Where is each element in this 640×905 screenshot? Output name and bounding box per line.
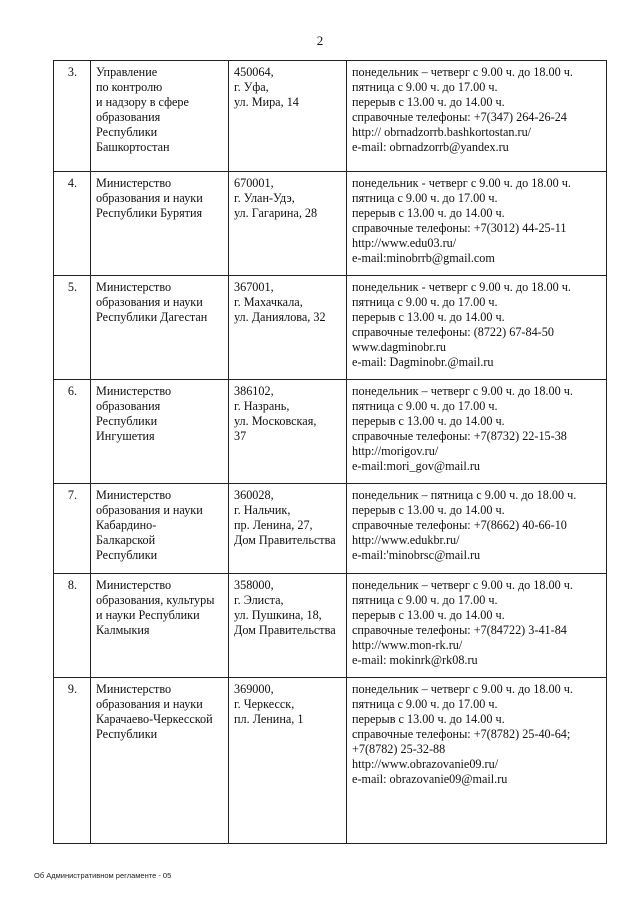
organization-name-line: Республики xyxy=(96,125,158,139)
postal-address-line: 358000, xyxy=(234,578,274,592)
schedule-contacts-line: понедельник – четверг с 9.00 ч. до 18.00 ч. xyxy=(352,682,573,696)
postal-address-line: пл. Ленина, 1 xyxy=(234,712,304,726)
schedule-contacts-line: e-mail:mori_gov@mail.ru xyxy=(352,459,480,473)
postal-address-line: пр. Ленина, 27, xyxy=(234,518,313,532)
organization-name-line: образования и науки xyxy=(96,503,203,517)
schedule-contacts-line: http://www.edu03.ru/ xyxy=(352,236,457,250)
row-number: 8. xyxy=(54,574,91,678)
organization-name-line: и науки Республики xyxy=(96,608,200,622)
postal-address-line: г. Уфа, xyxy=(234,80,269,94)
schedule-contacts-line: пятница с 9.00 ч. до 17.00 ч. xyxy=(352,295,498,309)
schedule-contacts-line: пятница с 9.00 ч. до 17.00 ч. xyxy=(352,697,498,711)
table-row xyxy=(54,574,607,678)
postal-address-line: Дом Правительства xyxy=(234,623,336,637)
organization-name-line: Министерство xyxy=(96,176,172,190)
organization-name-line: Карачаево-Черкесской xyxy=(96,712,213,726)
postal-address xyxy=(229,172,347,276)
organization-name-line: образования и науки xyxy=(96,191,203,205)
schedule-contacts-line: http://morigov.ru/ xyxy=(352,444,439,458)
schedule-contacts-line: перерыв с 13.00 ч. до 14.00 ч. xyxy=(352,310,505,324)
table-row xyxy=(54,172,607,276)
postal-address xyxy=(229,574,347,678)
schedule-contacts-line: http://www.edukbr.ru/ xyxy=(352,533,460,547)
postal-address-line: г. Назрань, xyxy=(234,399,290,413)
schedule-contacts-line: справочные телефоны: (8722) 67-84-50 xyxy=(352,325,554,339)
schedule-contacts xyxy=(347,574,607,678)
organization-name-line: Министерство xyxy=(96,682,172,696)
postal-address-line: 37 xyxy=(234,429,247,443)
schedule-contacts-line: понедельник – четверг с 9.00 ч. до 18.00 ч. xyxy=(352,65,573,79)
schedule-contacts xyxy=(347,172,607,276)
schedule-contacts-line: перерыв с 13.00 ч. до 14.00 ч. xyxy=(352,95,505,109)
schedule-contacts-line: e-mail: mokinrk@rk08.ru xyxy=(352,653,478,667)
organization-name-line: Управление xyxy=(96,65,158,79)
organization-name-line: Республики xyxy=(96,548,158,562)
organization-name-line: Калмыкия xyxy=(96,623,150,637)
schedule-contacts-line: e-mail: obrazovanie09@mail.ru xyxy=(352,772,508,786)
organization-name-line: Республики xyxy=(96,414,158,428)
postal-address-line: г. Элиста, xyxy=(234,593,284,607)
organization-name-line: Министерство xyxy=(96,384,172,398)
schedule-contacts-line: перерыв с 13.00 ч. до 14.00 ч. xyxy=(352,608,505,622)
organization-name xyxy=(91,380,229,484)
schedule-contacts-line: перерыв с 13.00 ч. до 14.00 ч. xyxy=(352,503,505,517)
schedule-contacts-line: справочные телефоны: +7(8732) 22-15-38 xyxy=(352,429,567,443)
organization-name-line: Башкортостан xyxy=(96,140,170,154)
postal-address xyxy=(229,276,347,380)
document-footer: Об Административном регламенте - 05 xyxy=(34,871,172,880)
postal-address-line: г. Махачкала, xyxy=(234,295,303,309)
postal-address-line: 450064, xyxy=(234,65,274,79)
schedule-contacts-line: понедельник - четверг с 9.00 ч. до 18.00 ч. xyxy=(352,176,571,190)
postal-address-line: г. Нальчик, xyxy=(234,503,291,517)
organization-name-line: по контролю xyxy=(96,80,163,94)
schedule-contacts xyxy=(347,678,607,844)
postal-address xyxy=(229,484,347,574)
postal-address xyxy=(229,678,347,844)
postal-address-line: ул. Гагарина, 28 xyxy=(234,206,318,220)
schedule-contacts xyxy=(347,380,607,484)
schedule-contacts-line: перерыв с 13.00 ч. до 14.00 ч. xyxy=(352,712,505,726)
postal-address-line: ул. Мира, 14 xyxy=(234,95,299,109)
schedule-contacts-line: e-mail:minobrrb@gmail.com xyxy=(352,251,495,265)
table-row xyxy=(54,484,607,574)
organization-name-line: Министерство xyxy=(96,488,172,502)
schedule-contacts-line: e-mail:'minobrsc@mail.ru xyxy=(352,548,481,562)
schedule-contacts-line: http://www.obrazovanie09.ru/ xyxy=(352,757,499,771)
row-number: 9. xyxy=(54,678,91,844)
organization-name xyxy=(91,678,229,844)
table-row xyxy=(54,380,607,484)
postal-address-line: г. Черкесск, xyxy=(234,697,295,711)
schedule-contacts-line: справочные телефоны: +7(8662) 40-66-10 xyxy=(352,518,567,532)
page-number: 2 xyxy=(316,33,324,48)
postal-address-line: 369000, xyxy=(234,682,274,696)
schedule-contacts-line: понедельник – четверг с 9.00 ч. до 18.00 ч. xyxy=(352,384,573,398)
schedule-contacts-line: справочные телефоны: +7(3012) 44-25-11 xyxy=(352,221,567,235)
postal-address-line: 386102, xyxy=(234,384,274,398)
postal-address-line: 670001, xyxy=(234,176,274,190)
schedule-contacts-line: http://www.mon-rk.ru/ xyxy=(352,638,463,652)
organization-name-line: Балкарской xyxy=(96,533,156,547)
schedule-contacts-line: справочные телефоны: +7(8782) 25-40-64; xyxy=(352,727,571,741)
schedule-contacts-line: +7(8782) 25-32-88 xyxy=(352,742,446,756)
schedule-contacts xyxy=(347,484,607,574)
schedule-contacts-line: перерыв с 13.00 ч. до 14.00 ч. xyxy=(352,206,505,220)
schedule-contacts-line: пятница с 9.00 ч. до 17.00 ч. xyxy=(352,191,498,205)
organization-name-line: Республики Бурятия xyxy=(96,206,203,220)
row-number: 4. xyxy=(54,172,91,276)
schedule-contacts-line: пятница с 9.00 ч. до 17.00 ч. xyxy=(352,80,498,94)
row-number: 6. xyxy=(54,380,91,484)
postal-address xyxy=(229,380,347,484)
education-authorities-table xyxy=(53,60,607,844)
postal-address-line: г. Улан-Удэ, xyxy=(234,191,295,205)
organization-name-line: образования и науки xyxy=(96,295,203,309)
table-row xyxy=(54,678,607,844)
schedule-contacts-line: e-mail: Dagminobr.@mail.ru xyxy=(352,355,494,369)
organization-name-line: образования, культуры xyxy=(96,593,215,607)
organization-name-line: и надзору в сфере xyxy=(96,95,189,109)
schedule-contacts-line: перерыв с 13.00 ч. до 14.00 ч. xyxy=(352,414,505,428)
organization-name-line: Министерство xyxy=(96,280,172,294)
organization-name xyxy=(91,276,229,380)
organization-name xyxy=(91,484,229,574)
postal-address-line: ул. Пушкина, 18, xyxy=(234,608,322,622)
schedule-contacts xyxy=(347,276,607,380)
row-number: 5. xyxy=(54,276,91,380)
schedule-contacts-line: пятница с 9.00 ч. до 17.00 ч. xyxy=(352,399,498,413)
postal-address-line: Дом Правительства xyxy=(234,533,336,547)
postal-address-line: 367001, xyxy=(234,280,274,294)
organization-name-line: Республики Дагестан xyxy=(96,310,208,324)
table-row xyxy=(54,276,607,380)
schedule-contacts-line: e-mail: obrnadzorrb@yandex.ru xyxy=(352,140,509,154)
schedule-contacts-line: понедельник - четверг с 9.00 ч. до 18.00 ч. xyxy=(352,280,571,294)
schedule-contacts-line: понедельник – пятница с 9.00 ч. до 18.00 ч. xyxy=(352,488,577,502)
postal-address xyxy=(229,61,347,172)
row-number: 3. xyxy=(54,61,91,172)
organization-name xyxy=(91,61,229,172)
organization-name-line: Кабардино- xyxy=(96,518,157,532)
schedule-contacts-line: http:// obrnadzorrb.bashkortostan.ru/ xyxy=(352,125,532,139)
postal-address-line: ул. Даниялова, 32 xyxy=(234,310,326,324)
schedule-contacts-line: справочные телефоны: +7(84722) 3-41-84 xyxy=(352,623,567,637)
schedule-contacts-line: пятница с 9.00 ч. до 17.00 ч. xyxy=(352,593,498,607)
row-number: 7. xyxy=(54,484,91,574)
organization-name-line: образования xyxy=(96,399,161,413)
organization-name-line: Министерство xyxy=(96,578,172,592)
schedule-contacts-line: справочные телефоны: +7(347) 264-26-24 xyxy=(352,110,567,124)
table-body xyxy=(54,61,607,844)
schedule-contacts xyxy=(347,61,607,172)
organization-name-line: Ингушетия xyxy=(96,429,155,443)
schedule-contacts-line: понедельник – четверг с 9.00 ч. до 18.00 ч. xyxy=(352,578,573,592)
table-row xyxy=(54,61,607,172)
schedule-contacts-line: www.dagminobr.ru xyxy=(352,340,446,354)
organization-name-line: образования и науки xyxy=(96,697,203,711)
postal-address-line: 360028, xyxy=(234,488,274,502)
organization-name-line: Республики xyxy=(96,727,158,741)
organization-name xyxy=(91,172,229,276)
postal-address-line: ул. Московская, xyxy=(234,414,317,428)
organization-name xyxy=(91,574,229,678)
organization-name-line: образования xyxy=(96,110,161,124)
